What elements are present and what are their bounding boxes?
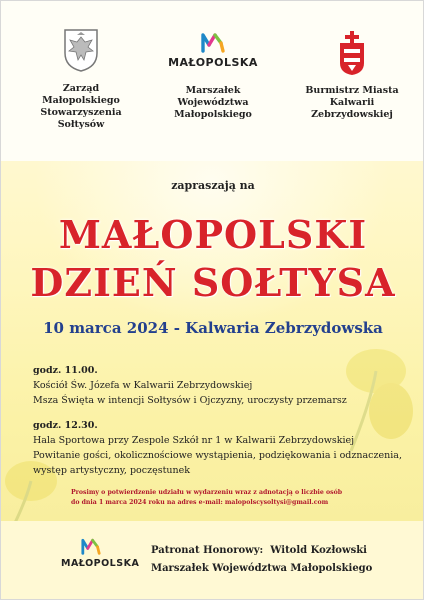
- organizer-marszalek: [151, 31, 275, 121]
- malopolska-brand: MAŁOPOLSKA: [168, 56, 258, 69]
- invite-text: zapraszają na: [171, 179, 255, 192]
- program-line: Powitanie gości, okolicznościowe wystąpienia, podziękowania i odznaczenia,: [33, 450, 402, 461]
- patron-line-1: Patronat Honorowy: Witold Kozłowski: [151, 545, 367, 556]
- program-line: Msza Święta w intencji Sołtysów i Ojczyzny, uroczysty przemarsz: [33, 395, 347, 406]
- malopolska-logo-icon: [200, 31, 226, 53]
- footer-brand: MAŁOPOLSKA: [61, 558, 140, 569]
- program-line: Kościół Św. Józefa w Kalwarii Zebrzydowskiej: [33, 380, 253, 391]
- event-title-line-1: MAŁOPOLSKI: [58, 212, 368, 257]
- event-date-place: 10 marca 2024 - Kalwaria Zebrzydowska: [43, 319, 383, 337]
- kalwaria-coat-of-arms-icon: [337, 31, 367, 75]
- organizer-burmistrz: [297, 31, 407, 121]
- footer-malopolska-logo: [61, 537, 140, 569]
- event-title: [1, 211, 424, 307]
- program-item: [33, 418, 413, 478]
- patron-line-2: Marszałek Województwa Małopolskiego: [151, 563, 373, 574]
- organizer-marszalek-name: Marszałek Województwa Małopolskiego: [174, 85, 252, 120]
- program-line: Hala Sportowa przy Zespole Szkół nr 1 w Kalwarii Zebrzydowskiej: [33, 435, 355, 446]
- program-item: [33, 363, 403, 408]
- rsvp-note: [71, 488, 361, 508]
- rsvp-line-1: Prosimy o potwierdzenie udziału w wydarzeniu wraz z adnotacją o liczbie osób: [71, 489, 343, 496]
- organizer-soltysi: [27, 27, 135, 131]
- rsvp-line-2: do dnia 1 marca 2024 roku na adres e-mail: malopolscysoltysi@gmail.com: [71, 499, 329, 506]
- organizer-soltysi-name: Zarząd Małopolskiego Stowarzyszenia Sołtysów: [40, 83, 122, 130]
- honorary-patronage: [151, 542, 372, 578]
- program-time: godz. 12.30.: [33, 420, 98, 431]
- eagle-emblem-icon: [62, 27, 100, 73]
- malopolska-logo-icon: [80, 537, 102, 555]
- program-line: występ artystyczny, poczęstunek: [33, 465, 191, 476]
- event-title-line-2: DZIEŃ SOŁTYSA: [30, 260, 396, 305]
- program-time: godz. 11.00.: [33, 365, 98, 376]
- organizer-burmistrz-name: Burmistrz Miasta Kalwarii Zebrzydowskiej: [305, 85, 399, 120]
